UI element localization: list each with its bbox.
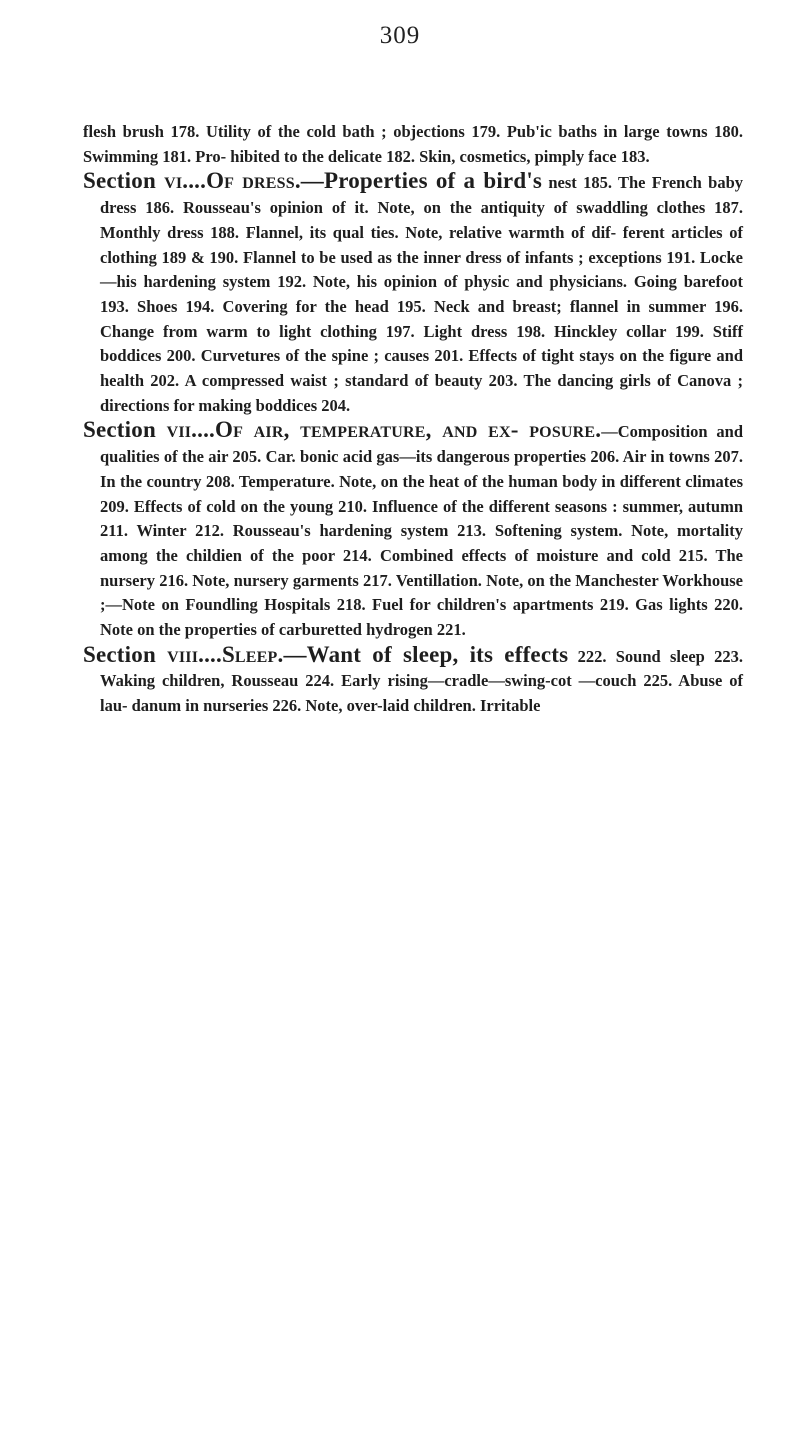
section-numeral: viii.... — [167, 641, 222, 667]
continuation-text: flesh brush 178. Utility of the cold bath ; objections 179. Pub'ic baths in large towns 180. Swimming 181. Pro- hibited to the delicate 182. Skin, cosmetics, pimply face 183. — [83, 122, 743, 166]
section-numeral: vi.... — [164, 168, 207, 194]
section-title-rest: —Properties of a bird's — [300, 168, 543, 194]
section-label: Section — [83, 417, 156, 443]
section-vi-heading — [83, 168, 542, 193]
section-title-rest: —Want of sleep, its effects — [283, 641, 569, 667]
section-label: Section — [83, 641, 156, 667]
section-label: Section — [83, 168, 156, 194]
section-numeral: vii.... — [166, 417, 215, 443]
section-title: Sleep. — [221, 641, 284, 667]
section-vii-heading — [83, 417, 601, 442]
section-viii-heading — [83, 642, 568, 667]
page-number: 309 — [379, 22, 421, 49]
section-vii-body: —Composition and qualities of the air 205. Car. bonic acid gas—its dangerous properties 206. Air in towns 207. In the country 208. Temperature. Note, on the heat of the human body in different climates 209. Effects of cold on the young 210. Influence of the different seasons : summer, autumn 211. Winter 212. Rousseau's hardening system 213. Softening system. Note, mortality among the childien of the poor 214. Combined effects of moisture and cold 215. The nursery 216. Note, nursery garments 217. Ventillation. Note, on the Manchester Workhouse ;—Note on Foundling Hospitals 218. Fuel for children's apartments 219. Gas lights 220. Note on the properties of carburetted hydrogen 221. — [100, 422, 744, 640]
continuation-paragraph — [83, 120, 743, 169]
section-title: Of dress. — [206, 168, 301, 194]
section-vii-entry — [83, 418, 743, 642]
section-viii-body: 222. Sound sleep 223. Waking children, Rousseau 224. Early rising—cradle—swing-cot —couch 225. Abuse of lau- danum in nurseries 226. Note, over-laid children. Irritable — [100, 646, 744, 716]
index-text — [83, 120, 743, 719]
section-vi-body: nest 185. The French baby dress 186. Rousseau's opinion of it. Note, on the antiquity of swaddling clothes 187. Monthly dress 188. Flannel, its qual ties. Note, relative warmth of dif- ferent articles of clothing 189 & 190. Flannel to be used as the inner dress of infants ; exceptions 191. Locke—his hardening system 192. Note, his opinion of physic and physicians. Going barefoot 193. Shoes 194. Covering for the head 195. Neck and breast; flannel in summer 196. Change from warm to light clothing 197. Light dress 198. Hinckley collar 199. Stiff boddices 200. Curvetures of the spine ; causes 201. Effects of tight stays on the figure and health 202. A compressed waist ; standard of beauty 203. The dancing girls of Canova ; directions for making boddices 204. — [100, 173, 743, 415]
section-viii-entry — [83, 643, 743, 719]
section-title: Of air, temperature, and ex- posure. — [215, 417, 602, 443]
section-vi-entry — [83, 169, 743, 418]
